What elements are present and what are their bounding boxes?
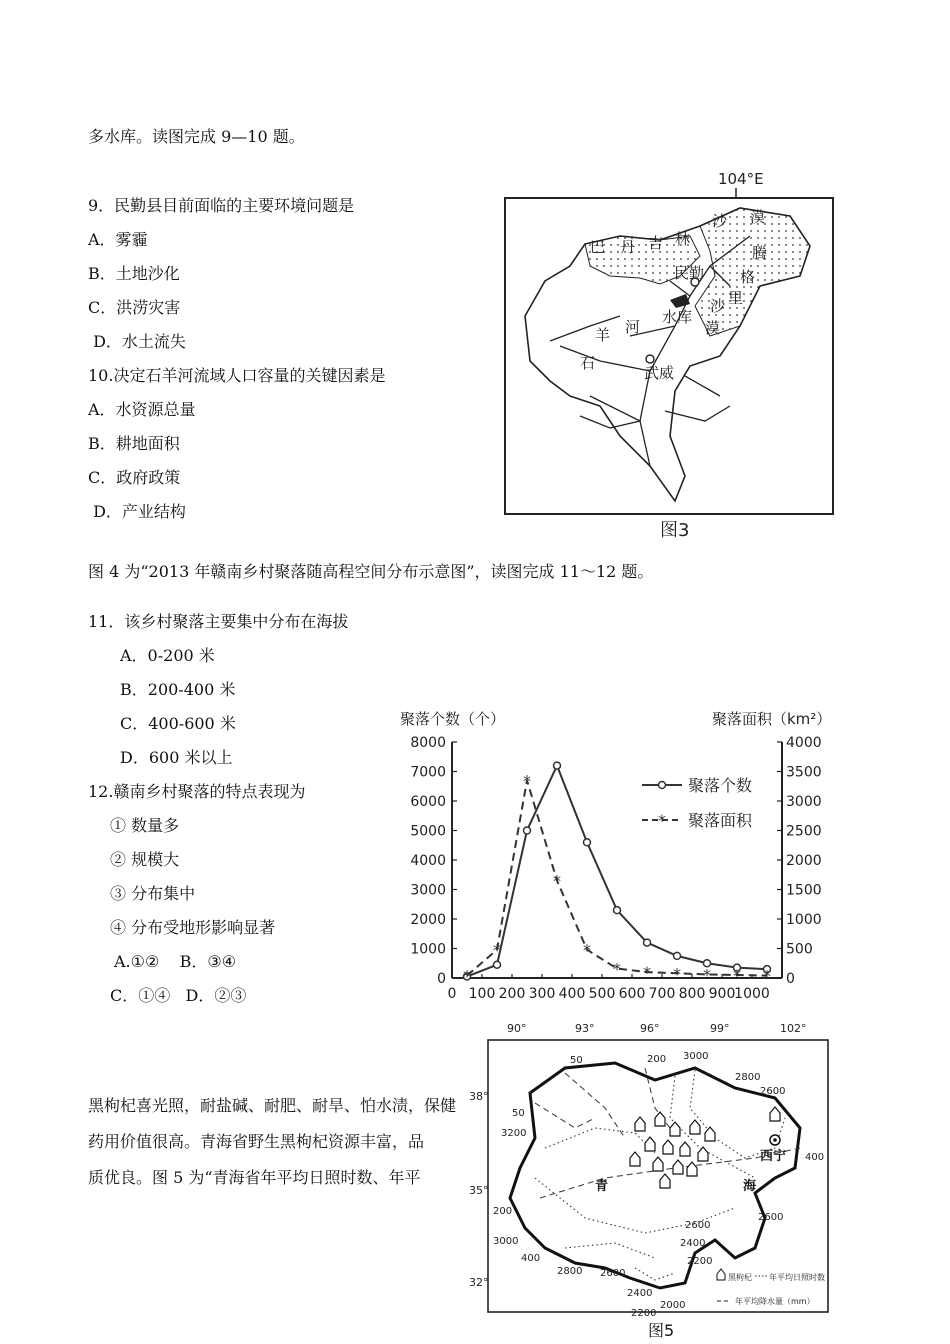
q12-item-4: ④ 分布受地形影响显著 [110,918,276,937]
fig5-lat-32: 32° [469,1276,489,1289]
chart-y2-tick-label: 3000 [786,794,822,810]
fig3-label-wuwei: 武威 [644,364,675,382]
fig3-label-li: 里 [728,289,744,307]
intro-line: 多水库。读图完成 9—10 题。 [88,127,305,146]
chart-y-label: 聚落个数（个） [400,710,506,728]
chart-point-area: * [673,964,681,984]
chart-y2-label: 聚落面积（km²） [712,710,832,728]
q10-stem: 10.决定石羊河流域人口容量的关键因素是 [88,366,386,385]
fig5-contour-8: 400 [805,1152,825,1163]
q10-option-c: C．政府政策 [88,468,181,487]
fig5-label-qing: 青 [595,1179,609,1194]
chart-y-tick-label: 5000 [410,823,446,840]
chart-point-area: * [523,771,531,791]
q11-option-a: A．0-200 米 [120,646,215,665]
fig5-contour-20: 2600 [758,1212,784,1223]
chart-y-tick-label: 6000 [410,794,446,810]
fig5-legend-sunshine: 年平均日照时数 [769,1273,825,1282]
chart-x-tick-label: 900 [708,986,736,1002]
fig5-lon-90: 90° [507,1022,527,1035]
chart-y2-tick-label: 4000 [786,735,822,751]
q9-option-b: B．土地沙化 [88,264,180,283]
q12-item-2: ② 规模大 [110,850,180,869]
fig3-label-lin: 林 [675,230,691,248]
goji-line-1: 黑枸杞喜光照，耐盐碱、耐肥、耐旱、怕水渍，保健 [88,1096,457,1115]
chart-x-tick-label: 100 [468,986,496,1002]
chart-x-tick-label: 600 [618,986,646,1002]
q9-stem: 9．民勤县目前面临的主要环境问题是 [88,196,355,215]
figure-5 [455,1018,840,1344]
q12-options-row1: A.①② B．③④ [114,952,237,971]
chart-legend-marker-2: * [658,811,666,830]
fig5-contour-13: 2600 [600,1268,626,1279]
chart-point-area: * [703,965,711,985]
fig4-intro: 图 4 为“2013 年赣南乡村聚落随高程空间分布示意图”，读图完成 11～12 题。 [88,562,654,581]
fig5-contour-17: 2600 [685,1220,711,1231]
fig5-contour-16: 2400 [680,1238,706,1249]
chart-x-tick-label: 1000 [734,986,770,1002]
fig5-contour-4: 2800 [735,1072,761,1083]
chart-point-area: * [613,959,621,979]
chart-y-tick-label: 2000 [410,912,446,928]
fig3-label-dan: 丹 [620,238,636,256]
chart-point-count [674,952,681,959]
chart-y-tick-label: 1000 [410,941,446,958]
chart-y2-tick-label: 2000 [786,853,822,869]
q10-option-a: A．水资源总量 [88,400,196,419]
fig3-label-shi: 石 [580,354,596,372]
chart-point-area: * [643,963,651,983]
chart-legend-label-1: 聚落个数 [688,776,753,795]
chart-y2-tick-label: 1500 [786,882,822,899]
fig5-lon-102: 102° [780,1022,807,1035]
q12-item-1: ① 数量多 [110,816,180,835]
chart-x-tick-label: 300 [528,986,556,1002]
fig3-label-minqin: 民勤 [674,264,705,282]
fig3-label-yang: 羊 [595,326,611,344]
chart-series-line-1 [467,766,767,977]
chart-y2-tick-label: 0 [786,971,795,987]
q11-stem: 11．该乡村聚落主要集中分布在海拔 [88,612,349,631]
fig3-label-ji: 吉 [648,234,664,252]
chart-y-tick-label: 0 [437,971,446,987]
fig5-contour-10: 3000 [493,1236,519,1247]
chart-point-area: * [763,966,771,986]
chart-y-tick-label: 3000 [410,882,446,899]
chart-point-area: * [553,871,561,891]
fig3-label-reservoir: 水库 [662,308,693,326]
chart-y-tick-label: 4000 [410,853,446,869]
fig5-contour-18: 2200 [687,1256,713,1267]
fig5-contour-19: 2000 [660,1300,686,1311]
fig5-contour-5: 2600 [760,1086,786,1097]
chart-y2-tick-label: 2500 [786,823,822,840]
chart-point-area: * [493,940,501,960]
fig3-label-he: 河 [625,318,641,336]
chart-y2-tick-label: 3500 [786,764,822,781]
chart-series-line-2 [467,780,767,975]
chart-x-tick-label: 400 [558,986,586,1002]
fig3-label-teng: 腾 [752,244,768,262]
fig5-lon-99: 99° [710,1022,730,1035]
q12-item-3: ③ 分布集中 [110,884,196,903]
figure-4-chart [390,700,840,1010]
fig5-contour-7: 3200 [501,1128,527,1139]
fig3-label-mo2: 漠 [705,319,721,337]
fig3-wuwei-dot [646,355,654,363]
fig3-label-sha2: 沙 [710,297,726,315]
figure-3 [490,166,840,546]
fig5-lon-96: 96° [640,1022,660,1035]
chart-point-count [524,827,531,834]
chart-point-count [584,839,591,846]
chart-point-area: * [463,966,471,986]
fig5-contour-6: 50 [512,1108,525,1119]
q12-options-row2: C．①④ D．②③ [110,986,247,1005]
fig5-contour-1: 50 [570,1055,583,1066]
chart-y2-tick-label: 500 [786,941,813,958]
fig5-contour-15: 2200 [631,1308,657,1319]
chart-x-tick-label: 700 [648,986,676,1002]
goji-line-3: 质优良。图 5 为“青海省年平均日照时数、年平 [88,1168,421,1187]
chart-legend-marker-1 [659,782,666,789]
q11-option-c: C．400-600 米 [120,714,236,733]
fig5-contour-9: 200 [493,1206,513,1217]
chart-point-count [554,762,561,769]
fig3-label-ba: 巴 [590,238,606,256]
q12-stem: 12.赣南乡村聚落的特点表现为 [88,782,306,801]
fig5-legend-precip: 年平均降水量（mm） [735,1297,815,1306]
q10-option-b: B．耕地面积 [88,434,180,453]
chart-point-area: * [733,966,741,986]
q10-option-d: D．产业结构 [88,502,186,521]
q9-option-a: A．雾霾 [88,230,148,249]
chart-point-area: * [583,940,591,960]
fig3-longitude-label: 104°E [718,170,764,188]
fig5-label-hai: 海 [743,1179,757,1194]
chart-point-count [644,939,651,946]
fig5-label-xining: 西宁 [760,1149,787,1164]
q11-option-d: D．600 米以上 [120,748,233,767]
fig3-label-ge: 格 [740,268,756,286]
fig5-contour-2: 200 [647,1054,667,1065]
chart-point-count [494,961,501,968]
chart-x-tick-label: 200 [498,986,526,1002]
chart-y2-tick-label: 1000 [786,912,822,928]
fig5-lon-93: 93° [575,1022,595,1035]
q11-option-b: B．200-400 米 [120,680,236,699]
fig5-legend-goji: 黑枸杞 [728,1273,752,1282]
fig5-lat-35: 35° [469,1184,489,1197]
fig3-label-sha1: 沙 [712,212,728,230]
fig5-lat-38: 38° [469,1090,489,1103]
q9-option-c: C．洪涝灾害 [88,298,181,317]
chart-y-tick-label: 7000 [410,764,446,781]
fig5-contour-3: 3000 [683,1051,709,1062]
goji-line-2: 药用价值很高。青海省野生黑枸杞资源丰富，品 [88,1132,425,1151]
fig5-caption: 图5 [648,1321,675,1340]
fig5-contour-11: 400 [521,1253,541,1264]
fig3-caption: 图3 [660,520,690,541]
fig5-contour-14: 2400 [627,1288,653,1299]
fig5-contour-12: 2800 [557,1266,583,1277]
chart-point-count [614,907,621,914]
fig3-label-mo1: 漠 [750,208,766,226]
q9-option-d: D．水土流失 [88,332,186,351]
chart-x-tick-label: 500 [588,986,616,1002]
chart-y-tick-label: 8000 [410,735,446,751]
chart-legend-label-2: 聚落面积 [688,811,753,830]
chart-x-tick-label: 800 [678,986,706,1002]
chart-x-tick-label: 0 [447,986,457,1002]
